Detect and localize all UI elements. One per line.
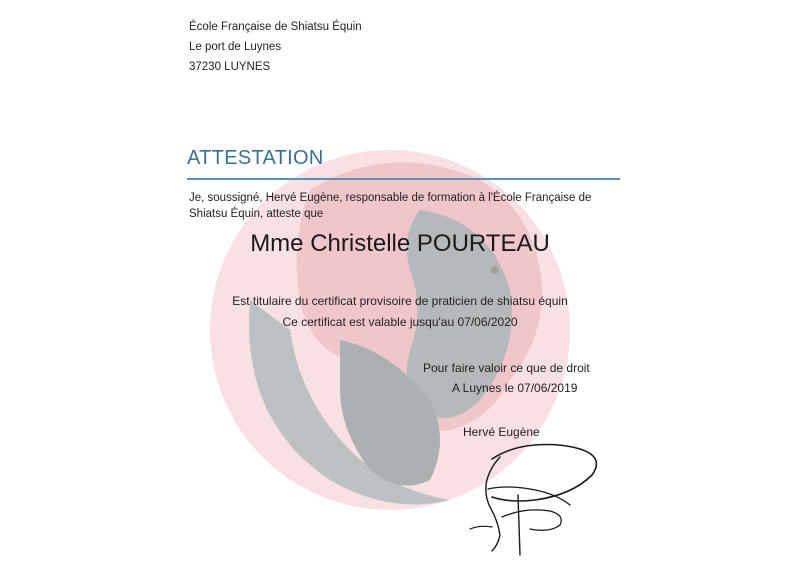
intro-paragraph: Je, soussigné, Hervé Eugène, responsable de formation à l'École Française de Shiatsu Équin, atteste que xyxy=(189,192,592,220)
handwritten-signature-icon xyxy=(440,425,640,560)
closing-formula: Pour faire valoir ce que de droit xyxy=(423,361,590,375)
title-divider xyxy=(187,178,620,180)
place-date: A Luynes le 07/06/2019 xyxy=(452,381,578,395)
certificate-line: Est titulaire du certificat provisoire de praticien de shiatsu équin xyxy=(232,294,568,308)
recipient-name: Mme Christelle POURTEAU xyxy=(250,230,550,257)
signatory-name: Hervé Eugène xyxy=(463,425,540,439)
document-title: ATTESTATION xyxy=(187,147,324,169)
postal-city: 37230 LUYNES xyxy=(189,61,271,73)
address-line: Le port de Luynes xyxy=(189,41,282,53)
school-name: École Française de Shiatsu Équin xyxy=(189,21,362,33)
validity-line: Ce certificat est valable jusqu'au 07/06/2020 xyxy=(282,315,518,329)
